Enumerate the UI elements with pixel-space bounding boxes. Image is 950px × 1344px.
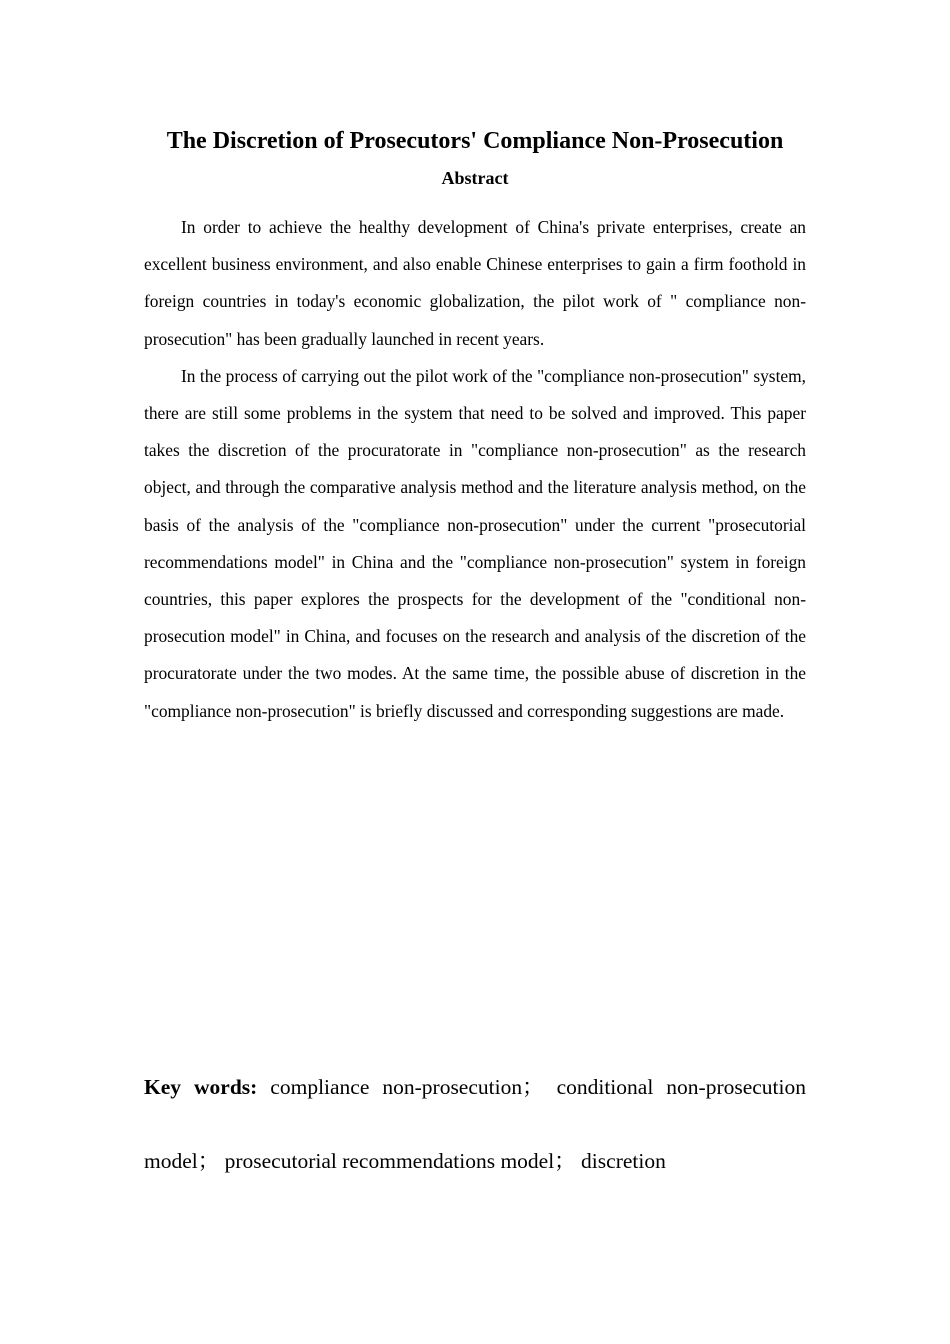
- keywords-section: [144, 1050, 806, 1198]
- keywords-text: compliance non-prosecution； conditional non-prosecution model； prosecutorial recommendations model； discretion: [144, 1075, 806, 1173]
- abstract-heading: Abstract: [441, 168, 509, 188]
- abstract-paragraph-1: In order to achieve the healthy development of China's private enterprises, create an excellent business environment, and also enable Chinese enterprises to gain a firm foothold in foreign countries in today's economic globalization, the pilot work of " compliance non-prosecution" has been gradually launched in recent years.: [144, 217, 806, 349]
- keywords-label: Key words:: [144, 1075, 258, 1099]
- abstract-body: [144, 209, 806, 730]
- abstract-paragraph-2: In the process of carrying out the pilot work of the "compliance non-prosecution" system, there are still some problems in the system that need to be solved and improved. This paper takes the discretion of the procuratorate in "compliance non-prosecution" as the research object, and through the comparative analysis method and the literature analysis method, on the basis of the analysis of the "compliance non-prosecution" under the current "prosecutorial recommendations model" in China and the "compliance non-prosecution" system in foreign countries, this paper explores the prospects for the development of the "conditional non-prosecution model" in China, and focuses on the research and analysis of the discretion of the procuratorate under the two modes. At the same time, the possible abuse of discretion in the "compliance non-prosecution" is briefly discussed and corresponding suggestions are made.: [144, 365, 806, 721]
- paper-title: The Discretion of Prosecutors' Compliance Non-Prosecution: [166, 128, 784, 154]
